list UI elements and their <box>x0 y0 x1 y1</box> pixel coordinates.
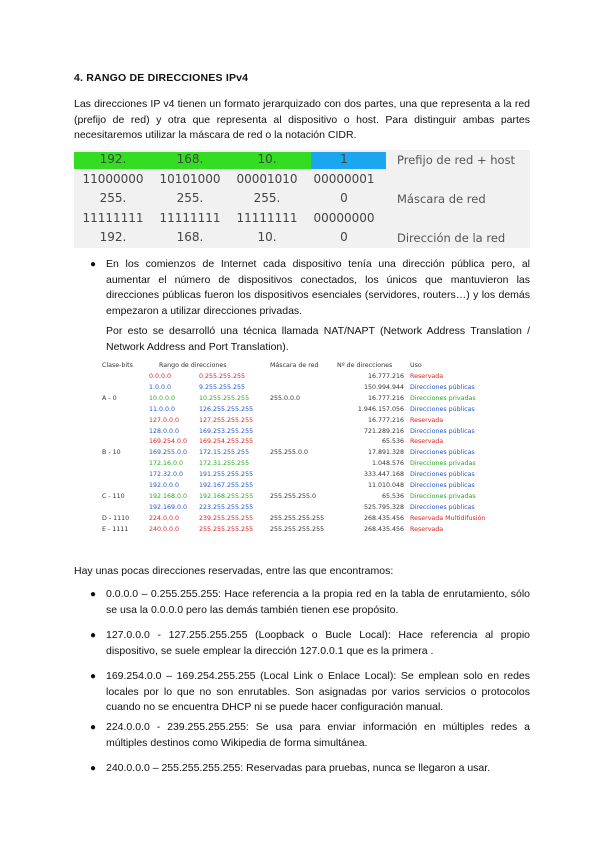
range-end-cell: 223.255.255.255 <box>199 503 254 511</box>
count-cell: 11.010.048 <box>367 482 404 489</box>
count-cell: 17.891.328 <box>367 449 404 457</box>
header-use: Uso <box>410 362 422 369</box>
count-cell: 1.048.576 <box>371 460 404 468</box>
range-start-cell: 169.254.0.0 <box>149 438 188 446</box>
bullet-dot: ● <box>90 763 97 774</box>
count-cell: 16.777.216 <box>367 394 404 402</box>
count-cell: 721.289.216 <box>363 427 404 435</box>
header-mask: Máscara de red <box>270 362 319 369</box>
use-cell: Reservada <box>410 416 444 424</box>
table-row <box>99 427 505 437</box>
binary-cell: 00001010 <box>236 171 298 186</box>
range-start-cell: 192.169.0.0 <box>149 503 188 511</box>
range-end-cell: 172.15.255.255 <box>199 449 250 457</box>
use-cell: Direcciones públicas <box>410 427 475 435</box>
mask-cell: 255.255.255.0 <box>270 492 317 500</box>
intro-paragraph: Las direcciones IP v4 tienen un formato jerarquizado con dos partes, una que representa a la red (prefijo de red) y otra que representa al dispositivo o host. Para distinguir ambas partes necesitaremos utilizar la máscara de red o la notación CIDR. <box>74 98 530 141</box>
range-start-cell: 128.0.0.0 <box>149 427 180 435</box>
mask-cell: 255.255.0.0 <box>270 449 309 457</box>
binary-cell: 192. <box>99 152 127 166</box>
count-cell: 65.536 <box>381 438 404 446</box>
range-start-cell: 224.0.0.0 <box>149 514 180 522</box>
table-row <box>99 470 505 480</box>
table-row <box>99 525 505 535</box>
binary-table <box>74 150 530 248</box>
bullet-dot: ● <box>90 259 97 270</box>
binary-row-label: Prefijo de red + host <box>397 153 516 167</box>
table-row <box>99 416 505 426</box>
table-row <box>99 492 505 502</box>
table-row <box>99 448 505 458</box>
table-row <box>99 459 505 469</box>
binary-cell: 11111111 <box>159 210 221 225</box>
count-cell: 525.795.328 <box>363 503 404 511</box>
binary-row-label: Máscara de red <box>397 192 486 206</box>
range-end-cell: 10.255.255.255 <box>199 394 250 402</box>
range-end-cell: 0.255.255.255 <box>199 373 246 380</box>
range-end-cell: 255.255.255.255 <box>199 525 254 533</box>
table-row <box>99 394 505 404</box>
count-cell: 268.435.456 <box>363 514 404 522</box>
range-start-cell: 11.0.0.0 <box>149 405 176 413</box>
binary-cell: 11111111 <box>236 210 298 225</box>
use-cell: Direcciones privadas <box>410 460 476 468</box>
mask-cell: 255.255.255.255 <box>270 514 325 522</box>
header-count: Nº de direcciones <box>337 362 393 369</box>
range-end-cell: 191.255.255.255 <box>199 471 254 479</box>
reserved-range-item: 240.0.0.0 – 255.255.255.255: Reservadas para pruebas, nunca se llegaron a usar. <box>106 762 491 774</box>
count-cell: 1.946.157.056 <box>357 405 404 413</box>
binary-cell: 192. <box>99 230 127 244</box>
range-start-cell: 169.255.0.0 <box>149 449 188 457</box>
range-end-cell: 169.253.255.255 <box>199 427 254 435</box>
table-row <box>99 372 505 382</box>
class-cell: E - 1111 <box>102 525 129 533</box>
binary-cell: 255. <box>253 191 281 205</box>
use-cell: Direcciones privadas <box>410 492 476 500</box>
reserved-range-item: 0.0.0.0 – 0.255.255.255: Hace referencia a la propia red en la tabla de enrutamiento, sólo se usa la 0.0.0.0 pero las demás también tienen ese propósito. <box>106 588 530 616</box>
use-cell: Direcciones públicas <box>410 503 475 511</box>
range-end-cell: 192.167.255.255 <box>199 482 254 489</box>
binary-cell: 10. <box>257 230 277 244</box>
reserved-range-item: 127.0.0.0 - 127.255.255.255 (Loopback o Bucle Local): Hace referencia al propio dispositivo, se suele emplear la dirección 127.0.0.1 que es la primera . <box>106 629 530 657</box>
range-end-cell: 9.255.255.255 <box>199 383 246 391</box>
binary-cell: 1 <box>340 152 348 166</box>
use-cell: Direcciones públicas <box>410 449 475 457</box>
header-class: Clase-bits <box>102 362 133 369</box>
range-end-cell: 127.255.255.255 <box>199 416 254 424</box>
class-cell: B - 10 <box>102 449 121 457</box>
nat-subparagraph: Por esto se desarrolló una técnica llamada NAT/NAPT (Network Address Translation / Network Address and Port Translation). <box>106 325 530 353</box>
address-class-table <box>99 361 505 541</box>
use-cell: Reservada <box>410 525 444 533</box>
count-cell: 16.777.216 <box>367 373 404 380</box>
use-cell: Reservada Multidifusión <box>410 514 486 522</box>
binary-cell: 255. <box>99 191 127 205</box>
table-row <box>99 481 505 491</box>
bullet-dot: ● <box>90 630 97 641</box>
binary-cell: 0 <box>340 230 348 244</box>
reserved-range-item: 224.0.0.0 - 239.255.255.255: Se usa para enviar información en múltiples redes a múltiples destinos como Wikipedia de forma simultánea. <box>106 721 530 749</box>
range-end-cell: 239.255.255.255 <box>199 514 254 522</box>
use-cell: Direcciones públicas <box>410 482 475 489</box>
count-cell: 333.447.168 <box>363 471 404 479</box>
range-start-cell: 192.0.0.0 <box>149 482 180 489</box>
use-cell: Direcciones públicas <box>410 471 475 479</box>
binary-cell: 00000000 <box>313 210 375 225</box>
table-row <box>99 383 505 393</box>
range-start-cell: 0.0.0.0 <box>149 373 172 380</box>
binary-cell: 168. <box>176 230 204 244</box>
table-row <box>99 503 505 513</box>
use-cell: Reservada <box>410 373 444 380</box>
class-cell: D - 1110 <box>102 514 130 522</box>
section-heading: 4. RANGO DE DIRECCIONES IPv4 <box>74 72 249 84</box>
mask-cell: 255.255.255.255 <box>270 525 325 533</box>
count-cell: 16.777.216 <box>367 416 404 424</box>
use-cell: Direcciones públicas <box>410 405 475 413</box>
range-start-cell: 172.32.0.0 <box>149 471 184 479</box>
table-row <box>99 514 505 524</box>
range-end-cell: 126.255.255.255 <box>199 405 254 413</box>
binary-cell: 11000000 <box>82 171 144 186</box>
binary-cell: 00000001 <box>313 171 375 186</box>
range-start-cell: 192.168.0.0 <box>149 492 188 500</box>
nat-bullet: En los comienzos de Internet cada dispositivo tenía una dirección pública pero, al aumentar el número de dispositivos conectados, los únicos que mantuvieron las direcciones públicas fueron los dispositivos esenciales (servidores, routers…) y los demás empezaron a utilizar direcciones privadas. <box>106 258 530 317</box>
range-start-cell: 10.0.0.0 <box>149 394 176 402</box>
count-cell: 150.994.944 <box>363 383 404 391</box>
binary-cell: 10101000 <box>159 171 221 186</box>
range-end-cell: 192.168.255.255 <box>199 492 254 500</box>
range-start-cell: 172.16.0.0 <box>149 460 184 468</box>
use-cell: Direcciones públicas <box>410 383 475 391</box>
bullet-dot: ● <box>90 722 97 733</box>
range-start-cell: 1.0.0.0 <box>149 383 172 391</box>
use-cell: Direcciones privadas <box>410 394 476 402</box>
class-cell: A - 0 <box>102 394 117 402</box>
mask-cell: 255.0.0.0 <box>270 394 301 402</box>
reserved-intro: Hay unas pocas direcciones reservadas, entre las que encontramos: <box>74 565 394 577</box>
use-cell: Reservada <box>410 438 444 446</box>
bullet-dot: ● <box>90 671 97 682</box>
reserved-range-item: 169.254.0.0 – 169.254.255.255 (Local Link o Enlace Local): Se emplean solo en redes locales por lo que no son enrutables. Son asignadas por varios servicios o protocolos cuando no se encuentra DHCP ni se puede hacer configuración manual. <box>106 670 530 713</box>
range-start-cell: 127.0.0.0 <box>149 416 180 424</box>
range-end-cell: 169.254.255.255 <box>199 438 254 446</box>
table-row <box>99 405 505 415</box>
bullet-dot: ● <box>90 589 97 600</box>
table-row <box>99 437 505 447</box>
range-end-cell: 172.31.255.255 <box>199 460 250 468</box>
binary-cell: 10. <box>257 152 277 166</box>
binary-cell: 11111111 <box>82 210 144 225</box>
header-range: Rango de direcciones <box>159 362 227 369</box>
count-cell: 65.536 <box>381 492 404 500</box>
table-header-row <box>99 361 505 371</box>
binary-cell: 168. <box>176 152 204 166</box>
binary-cell: 0 <box>340 191 348 205</box>
count-cell: 268.435.456 <box>363 525 404 533</box>
binary-row-label: Dirección de la red <box>397 231 506 245</box>
binary-cell: 255. <box>176 191 204 205</box>
range-start-cell: 240.0.0.0 <box>149 525 180 533</box>
class-cell: C - 110 <box>102 492 125 500</box>
